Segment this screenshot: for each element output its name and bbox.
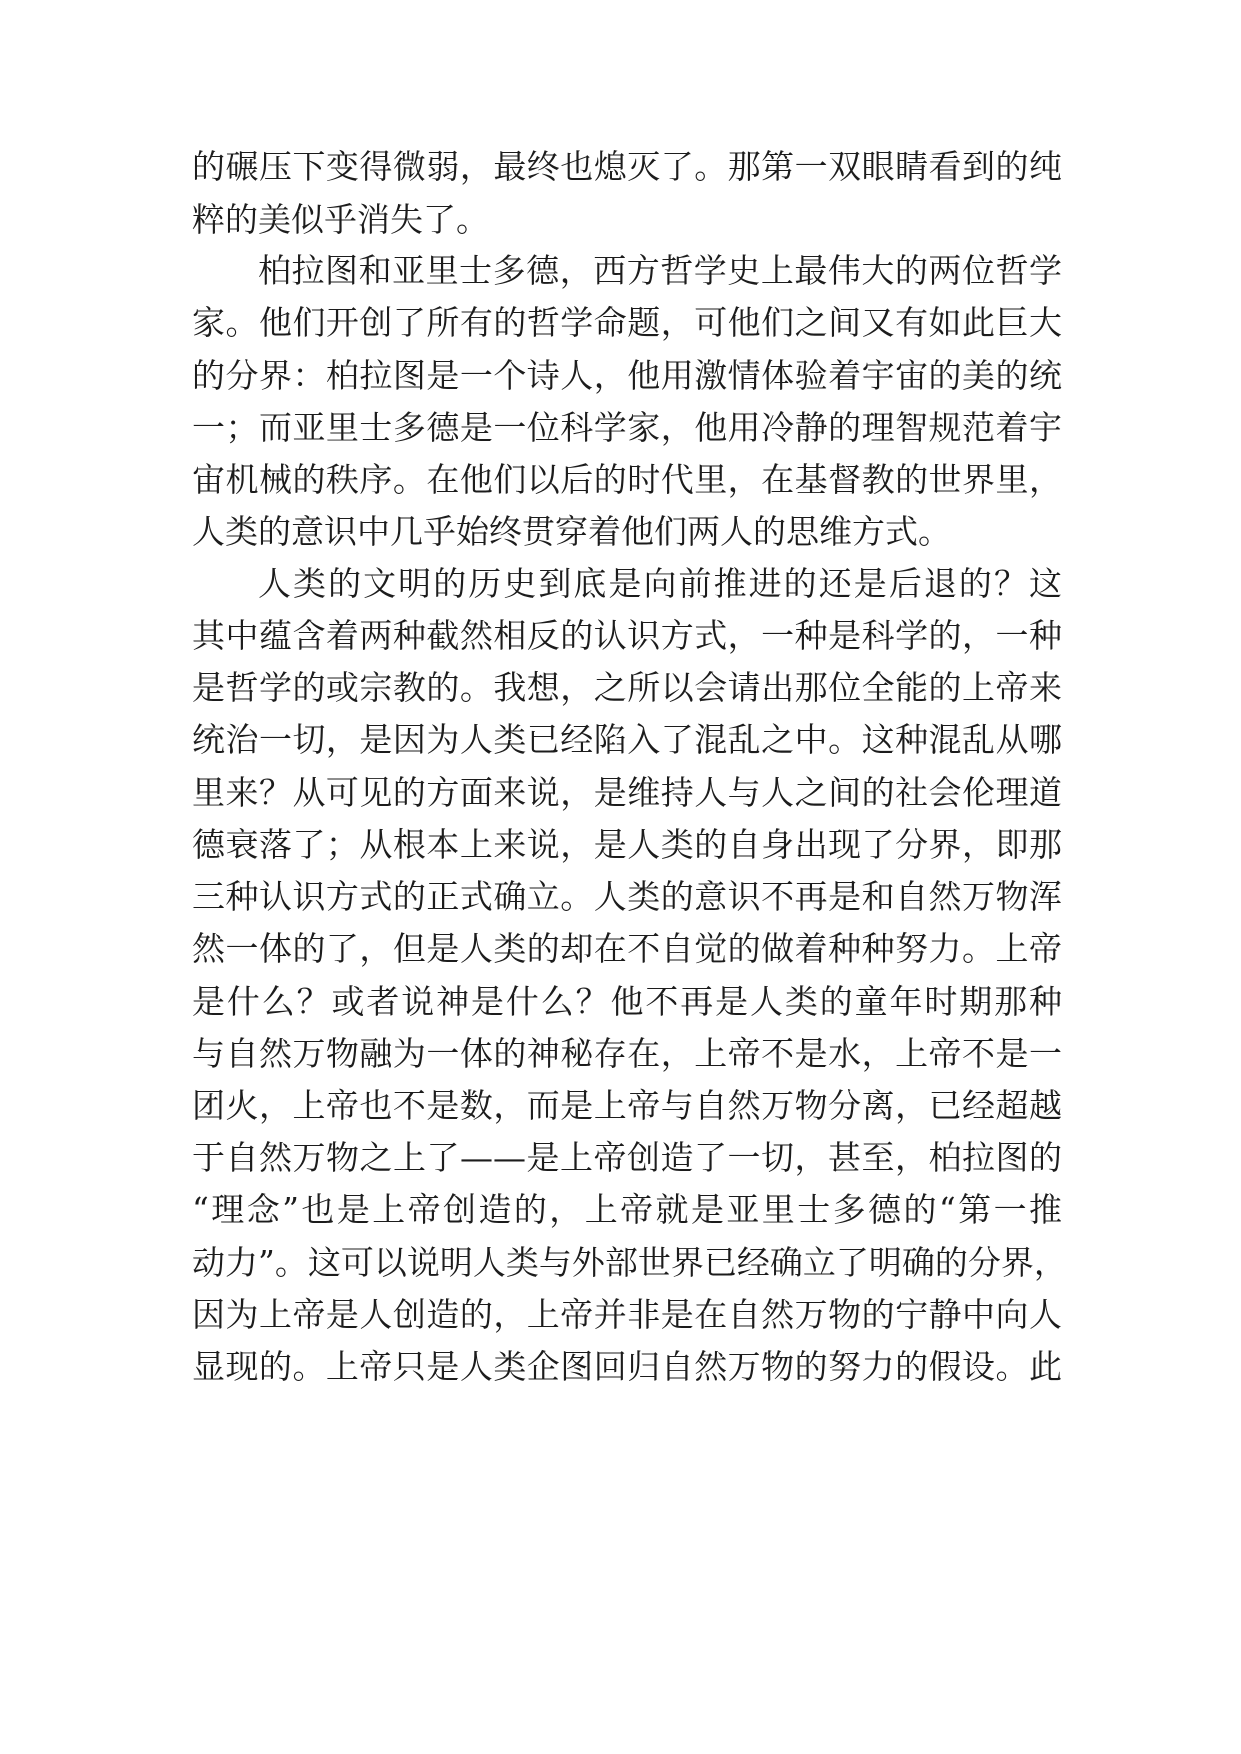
text-line: 德衰落了；从根本上来说，是人类的自身出现了分界，即那 [192,825,1062,864]
text-line: 里来？从可见的方面来说，是维持人与人之间的社会伦理道 [192,773,1062,812]
text-line: 其中蕴含着两种截然相反的认识方式，一种是科学的，一种 [192,616,1062,655]
text-line: 然一体的了，但是人类的却在不自觉的做着种种努力。上帝 [192,929,1062,968]
text-line: 柏拉图和亚里士多德，西方哲学史上最伟大的两位哲学 [258,251,1062,290]
text-line: 是什么？或者说神是什么？他不再是人类的童年时期那种 [192,982,1062,1021]
text-line: 与自然万物融为一体的神秘存在，上帝不是水，上帝不是一 [192,1034,1062,1073]
text-line: 动力”。这可以说明人类与外部世界已经确立了明确的分界， [192,1243,1067,1282]
text-line: 三种认识方式的正式确立。人类的意识不再是和自然万物浑 [192,877,1062,916]
text-line: 一；而亚里士多德是一位科学家，他用冷静的理智规范着宇 [192,408,1062,447]
text-line: “理念”也是上帝创造的，上帝就是亚里士多德的“第一推 [192,1190,1062,1229]
text-line: 显现的。上帝只是人类企图回归自然万物的努力的假设。此 [192,1347,1062,1386]
text-line: 人类的文明的历史到底是向前推进的还是后退的？这 [258,564,1062,603]
text-line: 的分界：柏拉图是一个诗人，他用激情体验着宇宙的美的统 [192,356,1062,395]
text-line: 家。他们开创了所有的哲学命题，可他们之间又有如此巨大 [192,303,1062,342]
text-line: 统治一切，是因为人类已经陷入了混乱之中。这种混乱从哪 [192,720,1062,759]
text-line: 人类的意识中几乎始终贯穿着他们两人的思维方式。 [192,512,951,551]
text-line: 的碾压下变得微弱，最终也熄灭了。那第一双眼睛看到的纯 [192,147,1062,186]
text-line: 宙机械的秩序。在他们以后的时代里，在基督教的世界里， [192,460,1062,499]
text-line: 团火，上帝也不是数，而是上帝与自然万物分离，已经超越 [192,1086,1062,1125]
text-line: 是哲学的或宗教的。我想，之所以会请出那位全能的上帝来 [192,668,1062,707]
text-line: 粹的美似乎消失了。 [192,200,489,239]
text-line: 因为上帝是人创造的，上帝并非是在自然万物的宁静中向人 [192,1295,1062,1334]
text-line: 于自然万物之上了——是上帝创造了一切，甚至，柏拉图的 [192,1138,1062,1177]
